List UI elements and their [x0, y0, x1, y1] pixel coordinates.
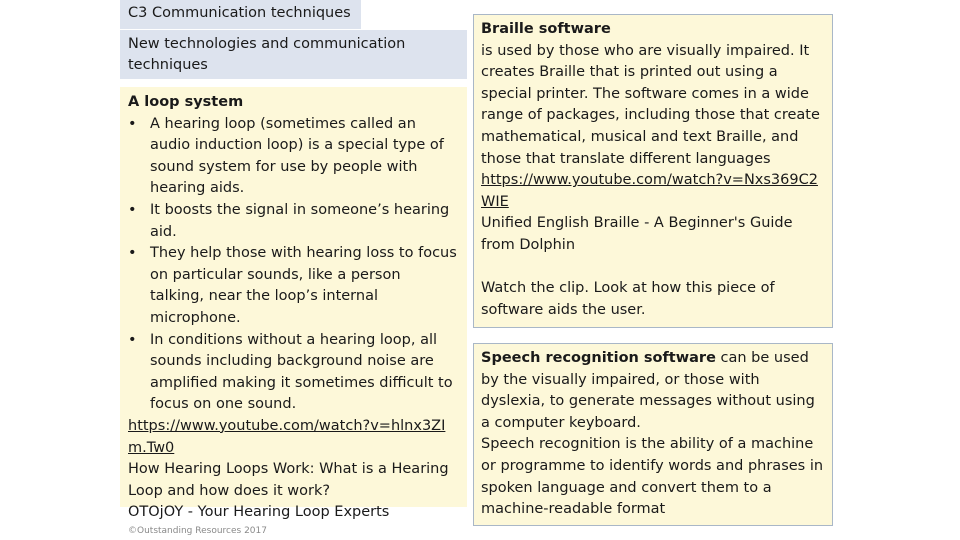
- braille-instruction: Watch the clip. Look at how this piece of software aids the user.: [481, 280, 775, 318]
- page-subtitle: New technologies and communication techniques: [128, 36, 406, 73]
- braille-video-title: Unified English Braille - A Beginner's Guide from Dolphin: [481, 215, 793, 253]
- braille-software-panel: [473, 14, 833, 328]
- bullet-icon: •: [128, 115, 137, 132]
- speech-paragraph: [481, 348, 825, 434]
- list-item-text: They help those with hearing loss to focus on particular sounds, like a person talking, near the loop’s internal microphone.: [150, 245, 457, 326]
- loop-bullet-list: [128, 114, 459, 416]
- loop-video-link[interactable]: https://www.youtube.com/watch?v=hlnx3ZIm.Tw0: [128, 417, 446, 456]
- loop-video-title: How Hearing Loops Work: What is a Hearing Loop and how does it work?: [128, 461, 449, 499]
- list-item: [128, 330, 459, 416]
- loop-heading: A loop system: [128, 94, 244, 110]
- bullet-icon: •: [128, 201, 137, 218]
- speech-definition: Speech recognition is the ability of a machine or programme to identify words and phrases in spoken language and convert them to a machine-readable format: [481, 436, 824, 518]
- speech-recognition-panel: [473, 343, 833, 526]
- list-item: [128, 243, 459, 329]
- copyright-footer: ©Outstanding Resources 2017: [128, 526, 267, 536]
- list-item-text: It boosts the signal in someone’s hearing aid.: [150, 201, 450, 240]
- subtitle-box: [120, 30, 467, 79]
- braille-video-link[interactable]: https://www.youtube.com/watch?v=Nxs369C2WIE: [481, 172, 818, 210]
- list-item-text: In conditions without a hearing loop, all sounds including background noise are amplified making it sometimes difficult to focus on one sound.: [150, 331, 453, 413]
- bullet-icon: •: [128, 245, 137, 262]
- bullet-icon: •: [128, 331, 137, 348]
- title-box: [120, 0, 361, 29]
- list-item: [128, 200, 459, 243]
- loop-video-channel: OTOjOY - Your Hearing Loop Experts: [128, 504, 390, 521]
- page-title: C3 Communication techniques: [128, 5, 351, 21]
- speech-description: can be used by the visually impaired, or those with dyslexia, to generate messages without using a computer keyboard.: [481, 350, 815, 431]
- braille-heading: Braille software: [481, 21, 611, 37]
- spacer: [481, 257, 825, 279]
- speech-heading: Speech recognition software: [481, 350, 716, 366]
- braille-description: is used by those who are visually impaired. It creates Braille that is printed out using a special printer. The software comes in a wide range of packages, including those that create mathematical, musical and text Braille, and those that translate different languages: [481, 42, 820, 167]
- list-item: [128, 114, 459, 200]
- list-item-text: A hearing loop (sometimes called an audio induction loop) is a special type of sound system for use by people with hearing aids.: [150, 115, 444, 197]
- loop-system-panel: [120, 87, 467, 521]
